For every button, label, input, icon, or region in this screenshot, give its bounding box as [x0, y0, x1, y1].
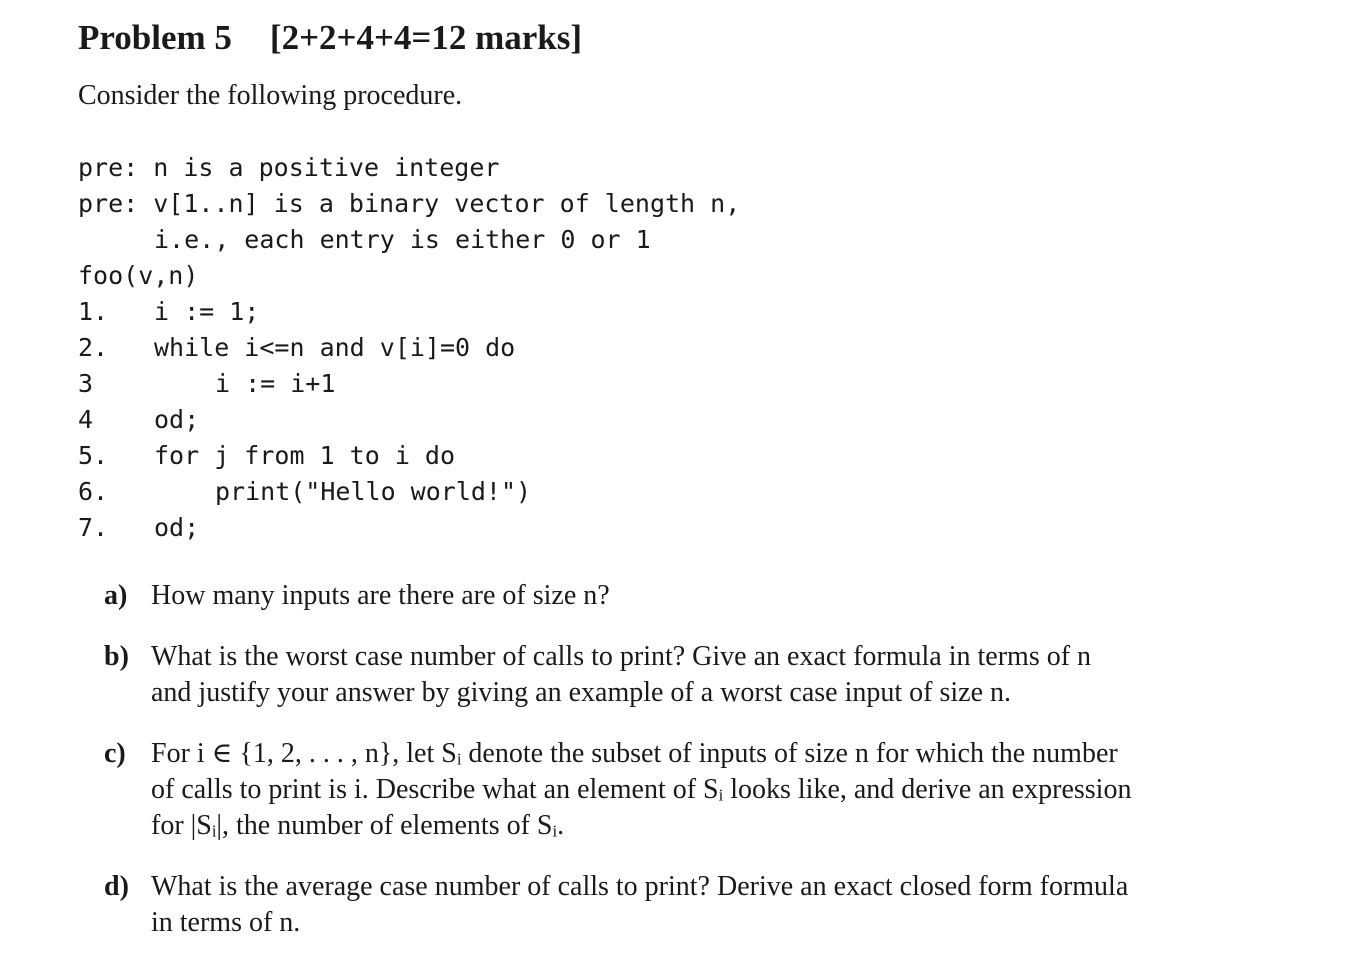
line-number: 1.	[78, 297, 109, 326]
question-line: For i ∈ {1, 2, . . . , n}, let Sᵢ denote the subset of inputs of size n for which the number	[151, 738, 1118, 769]
question-line: How many inputs are there are of size n?	[151, 580, 610, 611]
precondition-2-continued	[78, 222, 651, 258]
question-line: and justify your answer by giving an example of a worst case input of size n.	[151, 677, 1012, 708]
question-text	[151, 578, 1254, 614]
question-c	[104, 736, 1254, 844]
code-statement: od;	[154, 405, 200, 434]
code-line-5	[78, 438, 456, 474]
code-line-4	[78, 402, 200, 438]
line-number: 5.	[78, 441, 109, 470]
code-line-1	[78, 294, 260, 330]
code-statement: od;	[154, 513, 200, 542]
code-line-3	[78, 366, 336, 402]
code-line-7	[78, 510, 200, 546]
question-line: What is the worst case number of calls to print? Give an exact formula in terms of n	[151, 641, 1092, 672]
line-number: 4	[78, 405, 94, 434]
question-label: b)	[104, 641, 129, 672]
question-b	[104, 639, 1254, 711]
problem-heading	[78, 18, 582, 58]
intro-text: Consider the following procedure.	[78, 80, 463, 111]
question-line: for |Sᵢ|, the number of elements of Sᵢ.	[151, 810, 565, 841]
code-statement: while i<=n and v[i]=0 do	[154, 333, 516, 362]
precondition-1	[78, 150, 500, 186]
question-list	[104, 578, 1254, 966]
code-line-2	[78, 330, 516, 366]
question-text	[151, 736, 1254, 844]
precondition-2-text: pre: v[1..n] is a binary vector of length n,	[78, 189, 741, 218]
precondition-1-text: pre: n is a positive integer	[78, 153, 500, 182]
code-block	[78, 150, 741, 546]
problem-number: Problem 5	[78, 18, 232, 57]
line-number: 6.	[78, 477, 109, 506]
line-number: 2.	[78, 333, 109, 362]
question-label: c)	[104, 738, 126, 769]
question-line: What is the average case number of calls to print? Derive an exact closed form formula	[151, 871, 1129, 902]
code-statement: i := 1;	[154, 297, 260, 326]
question-text	[151, 869, 1254, 941]
code-statement: i := i+1	[215, 369, 336, 398]
line-number: 7.	[78, 513, 109, 542]
code-line-6	[78, 474, 532, 510]
precondition-2	[78, 186, 741, 222]
question-label: a)	[104, 580, 128, 611]
line-number: 3	[78, 369, 94, 398]
question-line: of calls to print is i. Describe what an element of Sᵢ looks like, and derive an expression	[151, 774, 1132, 805]
question-line: in terms of n.	[151, 907, 301, 938]
code-statement: for j from 1 to i do	[154, 441, 456, 470]
question-a	[104, 578, 1254, 614]
code-statement: print("Hello world!")	[215, 477, 532, 506]
question-text	[151, 639, 1254, 711]
procedure-signature	[78, 258, 199, 294]
problem-marks: [2+2+4+4=12 marks]	[269, 18, 583, 57]
question-label: d)	[104, 871, 129, 902]
question-d	[104, 869, 1254, 941]
procedure-signature-text: foo(v,n)	[78, 261, 199, 290]
precondition-2-continued-text: i.e., each entry is either 0 or 1	[154, 225, 651, 254]
